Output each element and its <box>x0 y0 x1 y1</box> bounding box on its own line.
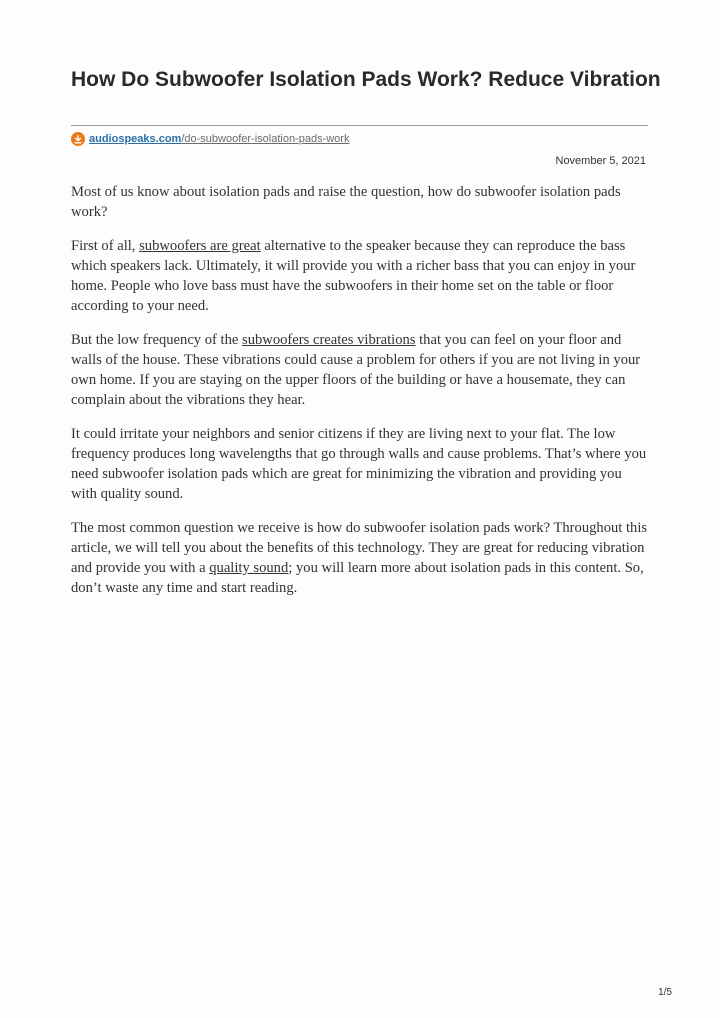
paragraph <box>71 518 651 598</box>
paragraph-text: that you can feel on your floor and walls of the house. These vibrations could cause a problem for others if you are not living in your own home. If you are staying on the upper floors of the building or have a housemate, they can complain about the vibrations they hear. <box>71 332 641 408</box>
paragraph-text: The most common question we receive is how do subwoofer isolation pads work? Throughout this article, we will tell you about the benefits of this technology. They are great for reducing vibration and provide you with a <box>71 520 648 576</box>
paragraph-text: It could irritate your neighbors and senior citizens if they are living next to your flat. The low frequency produces long wavelengths that go through walls and cause problems. That’s where you need subwoofer isolation pads which are great for minimizing the vibration and providing you with quality sound. <box>71 426 647 502</box>
paragraph <box>71 424 651 504</box>
source-path[interactable]: /do-subwoofer-isolation-pads-work <box>181 133 350 145</box>
paragraph <box>71 330 651 410</box>
page-title: How Do Subwoofer Isolation Pads Work? Reduce Vibration <box>71 68 661 91</box>
paragraph-text: Most of us know about isolation pads and raise the question, how do subwoofer isolation pads work? <box>71 184 621 220</box>
paragraph-text: First of all, <box>71 238 140 254</box>
subwoofers-are-great-link[interactable]: subwoofers are great <box>139 238 261 254</box>
subwoofers-creates-vibrations-link[interactable]: subwoofers creates vibrations <box>242 332 416 348</box>
publish-date: November 5, 2021 <box>555 155 646 167</box>
page-number: 1/5 <box>658 987 672 998</box>
source-link[interactable] <box>71 131 349 147</box>
paragraph-text: ; you will learn more about isolation pads in this content. So, don’t waste any time and start reading. <box>71 560 644 596</box>
source-domain[interactable]: audiospeaks.com <box>89 133 182 145</box>
article-body <box>71 182 651 612</box>
title-divider <box>71 125 648 126</box>
paragraph-text: alternative to the speaker because they can reproduce the bass which speakers lack. Ultimately, it will provide you with a richer bass that you can enjoy in your home. People who love bass must have the subwoofers in their home set on the table or floor according to your need. <box>71 238 636 314</box>
paragraph <box>71 236 651 316</box>
paragraph <box>71 182 651 222</box>
paragraph-text: But the low frequency of the <box>71 332 243 348</box>
quality-sound-link[interactable]: quality sound <box>209 560 289 576</box>
download-pin-icon <box>71 132 85 146</box>
